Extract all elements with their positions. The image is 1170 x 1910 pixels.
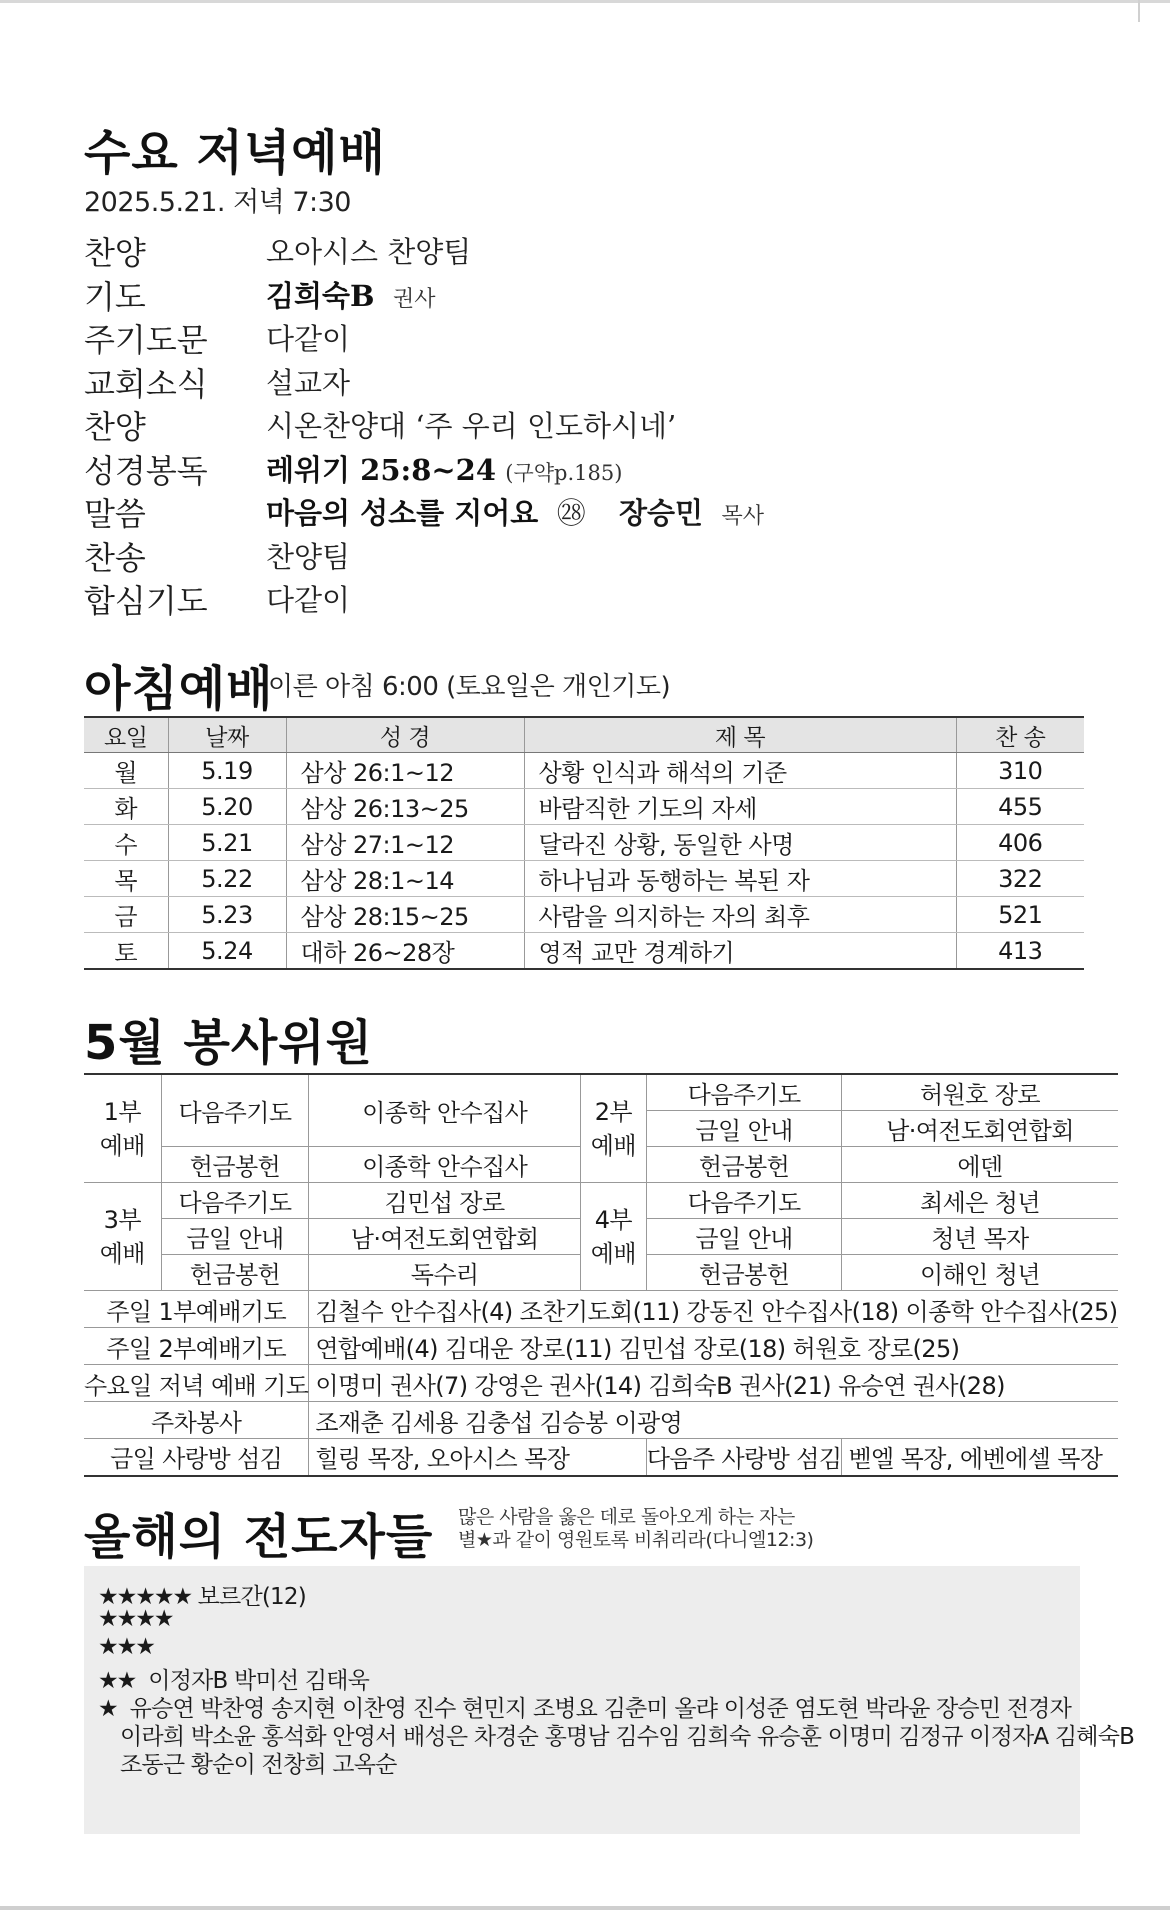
order-label: 성경봉독	[84, 451, 208, 490]
sermon-title: 마음의 성소를 지어요	[266, 496, 539, 530]
preacher-name: 장승민	[619, 496, 704, 530]
order-label: 찬양	[84, 234, 146, 272]
wednesday-title: 수요 저녁예배	[84, 125, 386, 181]
cell-hymn: 413	[956, 933, 1084, 970]
page-top-edge	[0, 0, 1170, 3]
service-2-label: 2부 예배	[580, 1074, 646, 1183]
star-icon: ★★★★	[98, 1606, 173, 1632]
prayer-leader-name: 김희숙B	[266, 278, 375, 313]
three-star-line	[98, 1634, 154, 1660]
table-row	[84, 1365, 1118, 1402]
order-row	[84, 315, 1084, 359]
order-label: 말씀	[84, 495, 146, 533]
order-row	[84, 272, 1084, 316]
order-row	[84, 359, 1084, 403]
duty-label: 수요일 저녁 예배 기도	[84, 1365, 309, 1402]
cell-scripture: 대하 26~28장	[286, 933, 524, 970]
one-star-names: 유승연 박찬영 송지현 이찬영 진수 현민지 조병요 김춘미 올랴 이성준 염도현 박라윤 장승민 전경자	[129, 1696, 1072, 1722]
order-of-service	[84, 228, 1084, 620]
col-header-date: 날짜	[168, 717, 286, 753]
volunteer-cell: 김민섭 장로	[309, 1183, 581, 1219]
order-value	[266, 491, 586, 532]
volunteer-cell: 이종학 안수집사	[309, 1147, 581, 1183]
table-row	[84, 933, 1084, 970]
duty-value: 힐링 목장, 오아시스 목장	[309, 1439, 646, 1476]
table-row	[84, 861, 1084, 897]
col-header-day: 요일	[84, 717, 168, 753]
order-value: 다같이	[266, 322, 351, 356]
order-value: 찬양팀	[266, 539, 351, 574]
order-row	[84, 576, 1084, 620]
duty-label: 다음주 사랑방 섬김	[646, 1439, 842, 1476]
morning-schedule-table	[84, 716, 1084, 970]
cell-hymn: 322	[956, 861, 1084, 897]
volunteer-cell: 최세은 청년	[842, 1183, 1118, 1219]
preacher	[619, 491, 764, 532]
volunteer-cell: 남·여전도회연합회	[842, 1111, 1118, 1147]
role-cell: 금일 안내	[646, 1111, 842, 1147]
table-row	[84, 1439, 1118, 1476]
cell-day: 토	[84, 933, 168, 970]
order-label: 찬송	[84, 538, 146, 577]
col-header-title: 제 목	[524, 717, 956, 753]
one-star-names-cont: 조동근 황순이 전창희 고옥순	[120, 1752, 397, 1778]
cell-day: 월	[84, 753, 168, 789]
five-star-names: 보르간(12)	[197, 1584, 306, 1610]
cell-title: 하나님과 동행하는 복된 자	[524, 861, 956, 897]
role-cell: 다음주기도	[161, 1183, 309, 1219]
volunteer-cell: 남·여전도회연합회	[309, 1219, 581, 1255]
cell-date: 5.22	[168, 861, 286, 897]
order-row	[84, 489, 1084, 533]
cell-scripture: 삼상 27:1~12	[286, 825, 524, 861]
star-icon: ★★★★★	[98, 1584, 192, 1610]
table-row	[84, 1328, 1118, 1365]
cell-title: 상황 인식과 해석의 기준	[524, 753, 956, 789]
cell-date: 5.24	[168, 933, 286, 970]
table-row	[84, 1074, 1118, 1111]
cell-scripture: 삼상 26:1~12	[286, 753, 524, 789]
order-value: 설교자	[266, 365, 351, 400]
table-header-row	[84, 717, 1084, 753]
volunteer-cell: 허원호 장로	[842, 1074, 1118, 1111]
cell-hymn: 310	[956, 753, 1084, 789]
role-cell: 금일 안내	[161, 1219, 309, 1255]
cell-day: 금	[84, 897, 168, 933]
cell-hymn: 406	[956, 825, 1084, 861]
table-row	[84, 789, 1084, 825]
cell-date: 5.19	[168, 753, 286, 789]
role-cell: 다음주기도	[161, 1074, 309, 1147]
duty-value: 이명미 권사(7) 강영은 권사(14) 김희숙B 권사(21) 유승연 권사(28)	[309, 1365, 1118, 1402]
order-row	[84, 402, 1084, 446]
duty-value: 조재춘 김세용 김충섭 김승봉 이광영	[309, 1402, 1118, 1439]
cell-scripture: 삼상 28:15~25	[286, 897, 524, 933]
cell-date: 5.23	[168, 897, 286, 933]
volunteer-cell: 독수리	[309, 1255, 581, 1291]
evangelists-box	[84, 1566, 1135, 1834]
order-row	[84, 533, 1084, 577]
cell-scripture: 삼상 28:1~14	[286, 861, 524, 897]
daniel-quote-line1: 많은 사람을 옳은 데로 돌아오게 하는 자는	[458, 1506, 795, 1528]
scripture-page-ref: (구약p.185)	[505, 460, 623, 485]
order-label: 찬양	[84, 408, 146, 446]
table-row	[84, 1291, 1118, 1328]
role-cell: 다음주기도	[646, 1183, 842, 1219]
evangelists-title: 올해의 전도자들	[84, 1509, 434, 1565]
cell-date: 5.20	[168, 789, 286, 825]
duty-value: 벧엘 목장, 에벤에셀 목장	[842, 1439, 1118, 1476]
daniel-quote-line2: 별★과 같이 영원토록 비취리라(다니엘12:3)	[458, 1529, 814, 1551]
duty-value: 김철수 안수집사(4) 조찬기도회(11) 강동진 안수집사(18) 이종학 안수집사(25)	[309, 1291, 1118, 1328]
volunteer-cell: 에덴	[842, 1147, 1118, 1183]
cell-day: 수	[84, 825, 168, 861]
table-row	[84, 897, 1084, 933]
prayer-leader-title: 권사	[393, 286, 436, 312]
order-row	[84, 446, 1084, 490]
volunteer-cell: 이해인 청년	[842, 1255, 1118, 1291]
preacher-title: 목사	[721, 504, 764, 529]
cell-date: 5.21	[168, 825, 286, 861]
volunteers-table	[84, 1073, 1118, 1477]
order-label: 합심기도	[84, 582, 208, 620]
cell-day: 화	[84, 789, 168, 825]
duty-label: 주일 2부예배기도	[84, 1328, 309, 1365]
table-row	[84, 1183, 1118, 1219]
duty-label: 금일 사랑방 섬김	[84, 1439, 309, 1476]
page-corner-mark	[1138, 0, 1140, 22]
volunteer-cell: 청년 목자	[842, 1219, 1118, 1255]
service-4-label: 4부 예배	[580, 1183, 646, 1291]
service-3-label: 3부 예배	[84, 1183, 161, 1291]
role-cell: 헌금봉헌	[161, 1255, 309, 1291]
role-cell: 금일 안내	[646, 1219, 842, 1255]
hymn-number: ㉘	[556, 496, 586, 530]
page-bottom-edge	[0, 1906, 1170, 1910]
four-star-line	[98, 1606, 172, 1632]
order-label: 교회소식	[84, 364, 208, 403]
table-row	[84, 753, 1084, 789]
volunteer-cell: 이종학 안수집사	[309, 1074, 581, 1147]
order-value: 오아시스 찬양팀	[266, 235, 472, 269]
order-value: 시온찬양대 ‘주 우리 인도하시네’	[266, 409, 677, 443]
table-row	[84, 825, 1084, 861]
order-value: 다같이	[266, 583, 351, 617]
duty-value: 연합예배(4) 김대운 장로(11) 김민섭 장로(18) 허원호 장로(25)	[309, 1328, 1118, 1365]
cell-title: 바람직한 기도의 자세	[524, 789, 956, 825]
order-label: 기도	[84, 277, 146, 316]
morning-title: 아침예배	[84, 661, 274, 717]
cell-scripture: 삼상 26:13~25	[286, 789, 524, 825]
cell-title: 사람을 의지하는 자의 최후	[524, 897, 956, 933]
star-icon: ★★	[98, 1668, 136, 1694]
duty-label: 주일 1부예배기도	[84, 1291, 309, 1328]
star-icon: ★	[98, 1696, 117, 1722]
service-1-label: 1부 예배	[84, 1074, 161, 1183]
two-star-names: 이정자B 박미선 김태욱	[148, 1668, 370, 1694]
order-row	[84, 228, 1084, 272]
col-header-scripture: 성 경	[286, 717, 524, 753]
morning-subtitle: 이른 아침 6:00 (토요일은 개인기도)	[268, 672, 671, 702]
star-icon: ★★★	[98, 1634, 154, 1660]
role-cell: 다음주기도	[646, 1074, 842, 1111]
cell-title: 달라진 상황, 동일한 사명	[524, 825, 956, 861]
scripture-reading: 레위기 25:8~24	[266, 452, 497, 487]
order-value	[266, 448, 622, 489]
cell-title: 영적 교만 경계하기	[524, 933, 956, 970]
cell-day: 목	[84, 861, 168, 897]
role-cell: 헌금봉헌	[646, 1147, 842, 1183]
order-value	[266, 274, 436, 315]
role-cell: 헌금봉헌	[161, 1147, 309, 1183]
cell-hymn: 455	[956, 789, 1084, 825]
role-cell: 헌금봉헌	[646, 1255, 842, 1291]
col-header-hymn: 찬 송	[956, 717, 1084, 753]
volunteers-title: 5월 봉사위원	[84, 1015, 373, 1071]
cell-hymn: 521	[956, 897, 1084, 933]
wednesday-datetime: 2025.5.21. 저녁 7:30	[84, 187, 351, 218]
one-star-names-cont: 이라희 박소윤 홍석화 안영서 배성은 차경순 홍명남 김수임 김희숙 유승훈 이명미 김정규 이정자A 김혜숙B	[120, 1724, 1135, 1750]
table-row	[84, 1402, 1118, 1439]
duty-label: 주차봉사	[84, 1402, 309, 1439]
order-label: 주기도문	[84, 321, 208, 359]
